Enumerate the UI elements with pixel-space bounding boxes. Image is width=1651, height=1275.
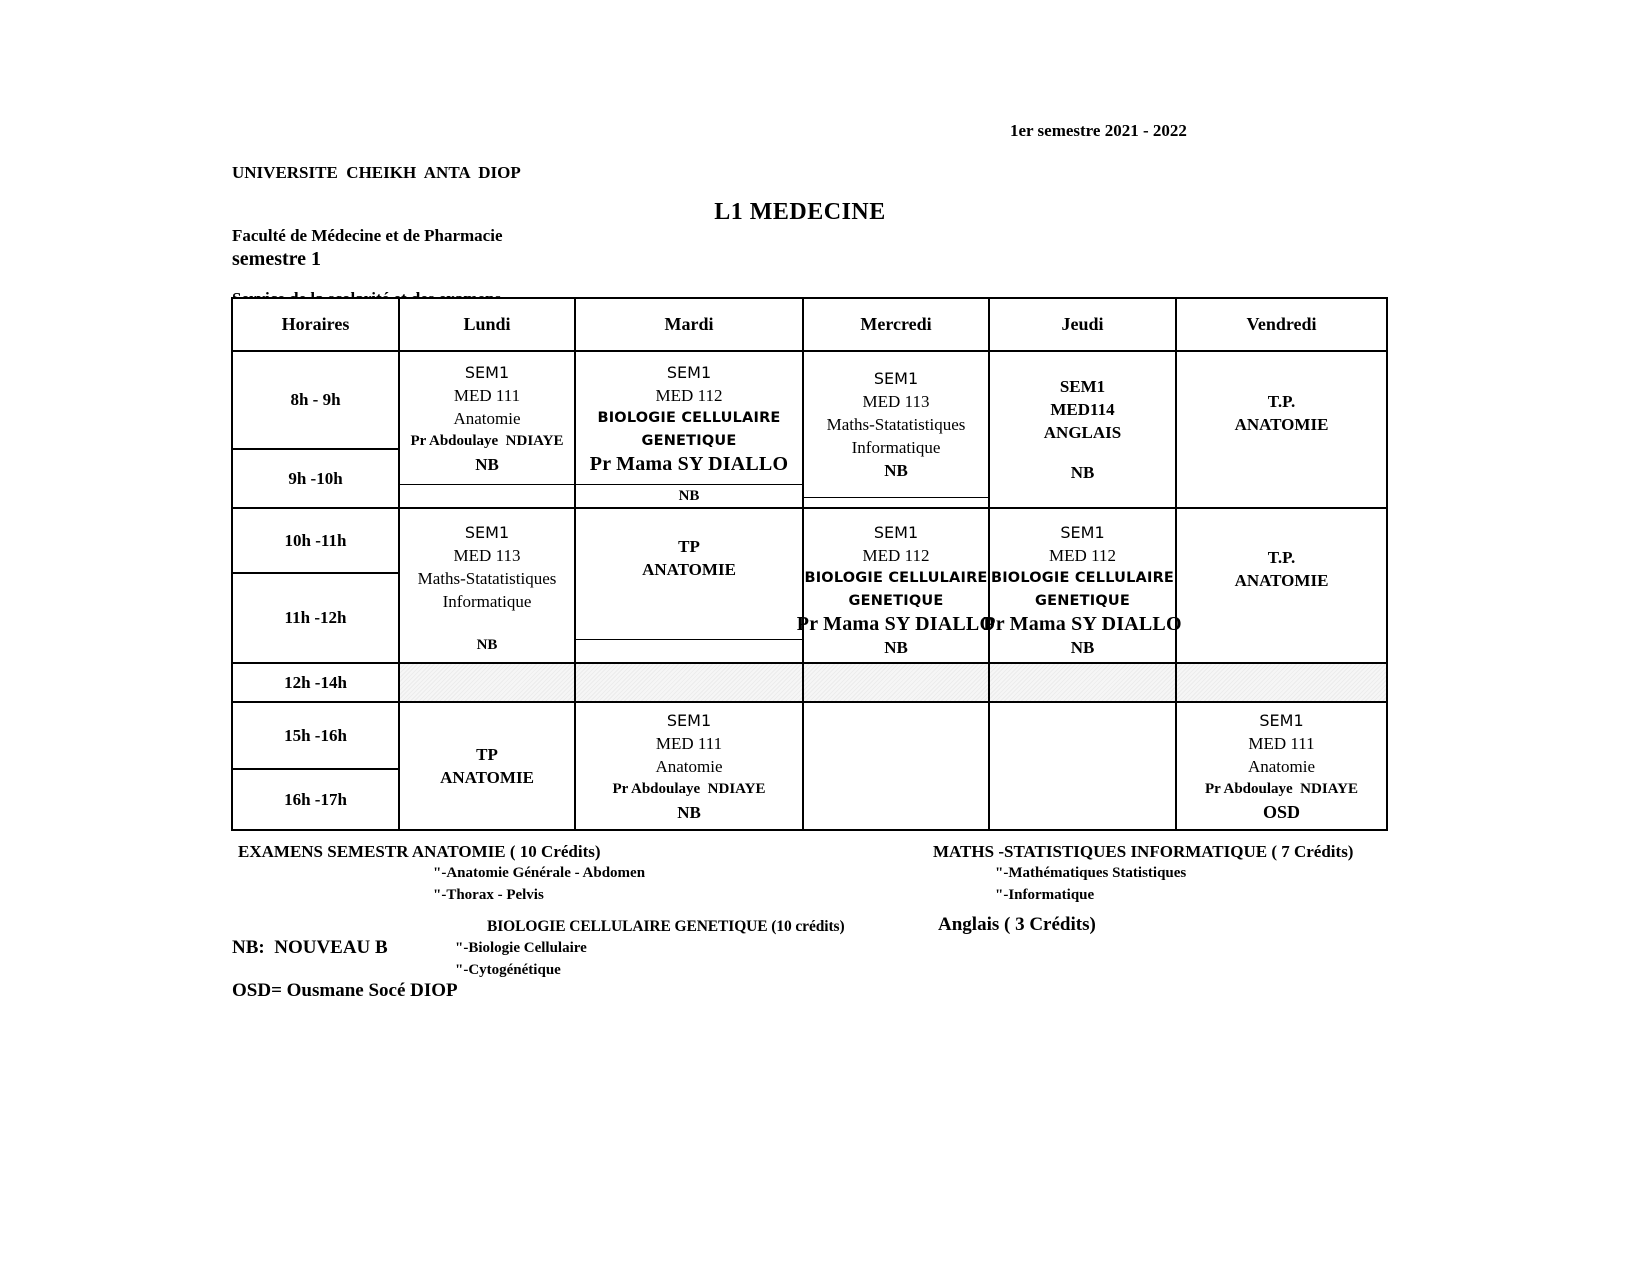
exams-anatomie-title: EXAMENS SEMESTR ANATOMIE ( 10 Crédits)	[238, 842, 601, 861]
column-header-mercredi: Mercredi	[802, 299, 988, 350]
cell-line: Informatique	[442, 592, 532, 611]
cell-line: GENETIQUE	[641, 432, 737, 449]
cell-line: ANGLAIS	[1043, 423, 1122, 442]
cell-line: Anatomie	[453, 408, 521, 428]
hour-15h-16h: 15h -16h	[233, 703, 398, 770]
timetable-block-10h-12h	[233, 507, 1386, 662]
cell-line: TP	[678, 537, 700, 556]
cell-b2-mardi	[574, 509, 802, 662]
cell-line: Maths-Statatistiques	[417, 569, 557, 588]
cell-line: NB	[678, 487, 700, 504]
lunch-cell-mercredi	[802, 664, 988, 701]
cell-line: SEM1	[1059, 377, 1106, 396]
timetable-lunch-row	[233, 662, 1386, 701]
anatomie-item-2: "-Thorax - Pelvis	[433, 887, 544, 903]
maths-item-2: "-Informatique	[995, 887, 1095, 903]
hour-16h-17h: 16h -17h	[284, 789, 347, 809]
cell-line: Informatique	[851, 438, 941, 457]
hour-11h-12h: 11h -12h	[284, 608, 347, 627]
cell-line: NB	[476, 637, 498, 653]
cell-line: MED 112	[862, 546, 930, 565]
cell-line: MED 111	[453, 385, 521, 405]
column-header-jeudi: Jeudi	[988, 299, 1175, 350]
cell-b3-jeudi-empty	[988, 703, 1175, 829]
cell-line: T.P.	[1267, 391, 1296, 411]
cell-line: Anatomie	[655, 756, 723, 776]
cell-line: MED 113	[862, 392, 930, 411]
semester-label: semestre 1	[232, 248, 322, 270]
cell-line: GENETIQUE	[848, 593, 944, 609]
cell-line: OSD	[1262, 801, 1300, 822]
hours-cell	[233, 352, 398, 507]
cell-line: MED 113	[453, 546, 521, 565]
osd-note: OSD= Ousmane Socé DIOP	[232, 980, 458, 1001]
cell-line: BIOLOGIE CELLULAIRE	[804, 570, 988, 586]
cell-b1-mardi	[574, 352, 802, 507]
cell-line: Pr Mama SY DIALLO	[796, 613, 996, 635]
cell-line: NB	[884, 461, 908, 480]
cell-b1-lundi	[398, 352, 574, 507]
cell-line: TP	[476, 745, 498, 764]
bio-genetique-title: BIOLOGIE CELLULAIRE GENETIQUE (10 crédits)	[487, 918, 845, 935]
column-header-horaires: Horaires	[281, 314, 350, 334]
bio-item-1: "-Biologie Cellulaire	[455, 940, 587, 956]
maths-stat-title: MATHS -STATISTIQUES INFORMATIQUE ( 7 Crédits)	[933, 842, 1354, 861]
cell-line: GENETIQUE	[1035, 593, 1130, 609]
nb-substrip	[576, 484, 802, 507]
maths-item-1: "-Mathématiques Statistiques	[995, 865, 1187, 881]
cell-line: Anatomie	[1247, 756, 1316, 776]
cell-line: NB	[1070, 463, 1095, 482]
cell-line: Pr Abdoulaye NDIAYE	[612, 780, 766, 797]
cell-line: SEM1	[873, 369, 919, 388]
university-name: UNIVERSITE CHEIKH ANTA DIOP	[232, 163, 521, 182]
cell-b1-jeudi	[988, 352, 1175, 507]
cell-line: SEM1	[464, 362, 510, 382]
cell-line: SEM1	[464, 523, 510, 542]
cell-b3-vendredi	[1175, 703, 1386, 829]
hour-8h-9h: 8h - 9h	[233, 352, 398, 450]
cell-line: SEM1	[873, 523, 919, 542]
column-header-vendredi: Vendredi	[1175, 299, 1386, 350]
cell-b2-lundi	[398, 509, 574, 662]
cell-line: NB	[884, 638, 908, 657]
empty-substrip	[576, 639, 802, 662]
cell-line: MED 112	[655, 385, 723, 405]
lunch-cell-mardi	[574, 664, 802, 701]
lunch-cell-vendredi	[1175, 664, 1386, 701]
hours-cell	[233, 703, 398, 829]
cell-b3-mardi	[574, 703, 802, 829]
cell-line: T.P.	[1267, 547, 1296, 567]
cell-line: SEM1	[1259, 710, 1304, 730]
cell-line: MED 111	[1248, 733, 1315, 753]
cell-line: MED 111	[655, 733, 723, 753]
cell-line: ANATOMIE	[642, 560, 736, 579]
cell-b2-jeudi	[983, 509, 1182, 662]
timetable	[231, 297, 1388, 831]
cell-line: SEM1	[666, 710, 712, 730]
cell-b3-lundi	[398, 703, 574, 829]
hour-9h-10h: 9h -10h	[288, 468, 343, 488]
bio-item-2: "-Cytogénétique	[455, 962, 561, 978]
column-header-mardi: Mardi	[574, 299, 802, 350]
column-header-lundi: Lundi	[398, 299, 574, 350]
cell-b1-mercredi	[802, 352, 988, 507]
cell-line: ANATOMIE	[1234, 414, 1329, 434]
cell-line: SEM1	[666, 362, 712, 382]
cell-line: NB	[1070, 638, 1095, 657]
lunch-cell-lundi	[398, 664, 574, 701]
anatomie-item-1: "-Anatomie Générale - Abdomen	[433, 865, 646, 881]
cell-line: BIOLOGIE CELLULAIRE	[597, 409, 781, 426]
cell-line: NB	[677, 802, 701, 822]
cell-b2-mercredi	[796, 509, 996, 662]
nb-note: NB: NOUVEAU B	[232, 937, 388, 958]
cell-line: Pr Mama SY DIALLO	[983, 613, 1182, 635]
cell-line: MED 112	[1049, 546, 1116, 565]
empty-substrip	[400, 484, 574, 507]
anglais-title: Anglais ( 3 Crédits)	[938, 914, 1096, 935]
hour-12h-14h: 12h -14h	[284, 672, 347, 692]
hour-10h-11h: 10h -11h	[233, 509, 398, 574]
cell-line: BIOLOGIE CELLULAIRE	[990, 570, 1175, 586]
hours-cell	[233, 509, 398, 662]
lunch-cell-jeudi	[988, 664, 1175, 701]
timetable-block-8h-10h	[233, 350, 1386, 507]
cell-line: ANATOMIE	[1234, 570, 1329, 590]
faculty-name: Faculté de Médecine et de Pharmacie	[232, 226, 503, 245]
cell-line: Pr Abdoulaye NDIAYE	[410, 432, 564, 449]
semester-year: 1er semestre 2021 - 2022	[1010, 121, 1187, 140]
cell-line: MED114	[1050, 400, 1115, 419]
empty-substrip	[804, 497, 988, 507]
cell-line: SEM1	[1060, 523, 1105, 542]
timetable-block-15h-17h	[233, 701, 1386, 829]
timetable-header-row	[233, 299, 1386, 350]
cell-line: Pr Mama SY DIALLO	[589, 452, 789, 475]
page-title: L1 MEDECINE	[714, 199, 886, 225]
cell-b2-vendredi	[1175, 509, 1386, 662]
cell-line: Maths-Statatistiques	[826, 415, 966, 434]
cell-line: Pr Abdoulaye NDIAYE	[1205, 780, 1358, 797]
cell-b1-vendredi	[1175, 352, 1386, 507]
cell-line: ANATOMIE	[440, 768, 534, 787]
cell-b3-mercredi-empty	[802, 703, 988, 829]
cell-line: NB	[475, 454, 499, 474]
